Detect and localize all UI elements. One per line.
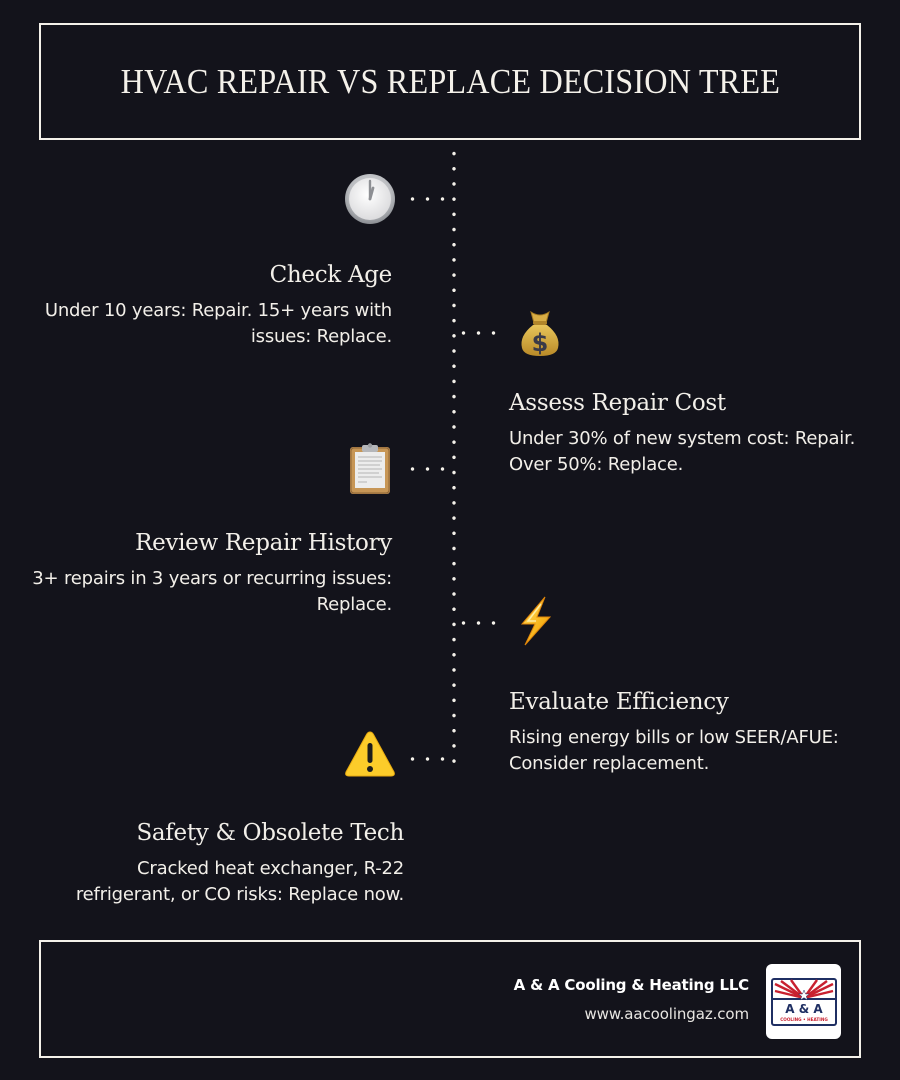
footer-box (39, 940, 861, 1058)
step-check-age (32, 263, 392, 350)
connector-check-age (405, 197, 453, 201)
step-title: Evaluate Efficiency (509, 689, 729, 715)
warning-icon (343, 728, 397, 782)
step-description: Under 30% of new system cost: Repair. Over 50%: Replace. (509, 428, 856, 476)
svg-text:$: $ (531, 329, 549, 357)
step-description: 3+ repairs in 3 years or recurring issues: Replace. (32, 568, 392, 616)
connector-evaluate-efficiency (456, 621, 504, 625)
step-assess-repair-cost (509, 391, 869, 478)
step-safety-obsolete-tech (44, 821, 404, 908)
clipboard-icon (343, 442, 397, 496)
step-evaluate-efficiency (509, 690, 869, 777)
company-logo (766, 964, 841, 1039)
page-title: HVAC REPAIR VS REPLACE DECISION TREE (120, 61, 780, 101)
connector-review-repair-history (405, 467, 453, 471)
step-title: Check Age (269, 262, 392, 288)
money-bag-icon (513, 306, 567, 360)
connector-assess-repair-cost (456, 331, 504, 335)
decision-tree-spine (452, 146, 456, 766)
step-description: Cracked heat exchanger, R-22 refrigerant, or CO risks: Replace now. (75, 858, 404, 906)
svg-text:COOLING • HEATING: COOLING • HEATING (779, 1016, 828, 1022)
header-box (39, 23, 861, 140)
company-website-link[interactable]: www.aacoolingaz.com (584, 1005, 749, 1023)
lightning-icon (508, 594, 562, 648)
step-title: Assess Repair Cost (509, 390, 726, 416)
svg-text:A & A: A & A (784, 1001, 823, 1016)
step-description: Under 10 years: Repair. 15+ years with issues: Replace. (44, 300, 392, 348)
step-title: Safety & Obsolete Tech (136, 820, 404, 846)
step-description: Rising energy bills or low SEER/AFUE: Consider replacement. (509, 727, 839, 775)
connector-safety-obsolete-tech (405, 757, 453, 761)
company-name: A & A Cooling & Heating LLC (513, 976, 749, 994)
step-title: Review Repair History (135, 530, 392, 556)
clock-icon (343, 172, 397, 226)
step-review-repair-history (32, 531, 392, 618)
